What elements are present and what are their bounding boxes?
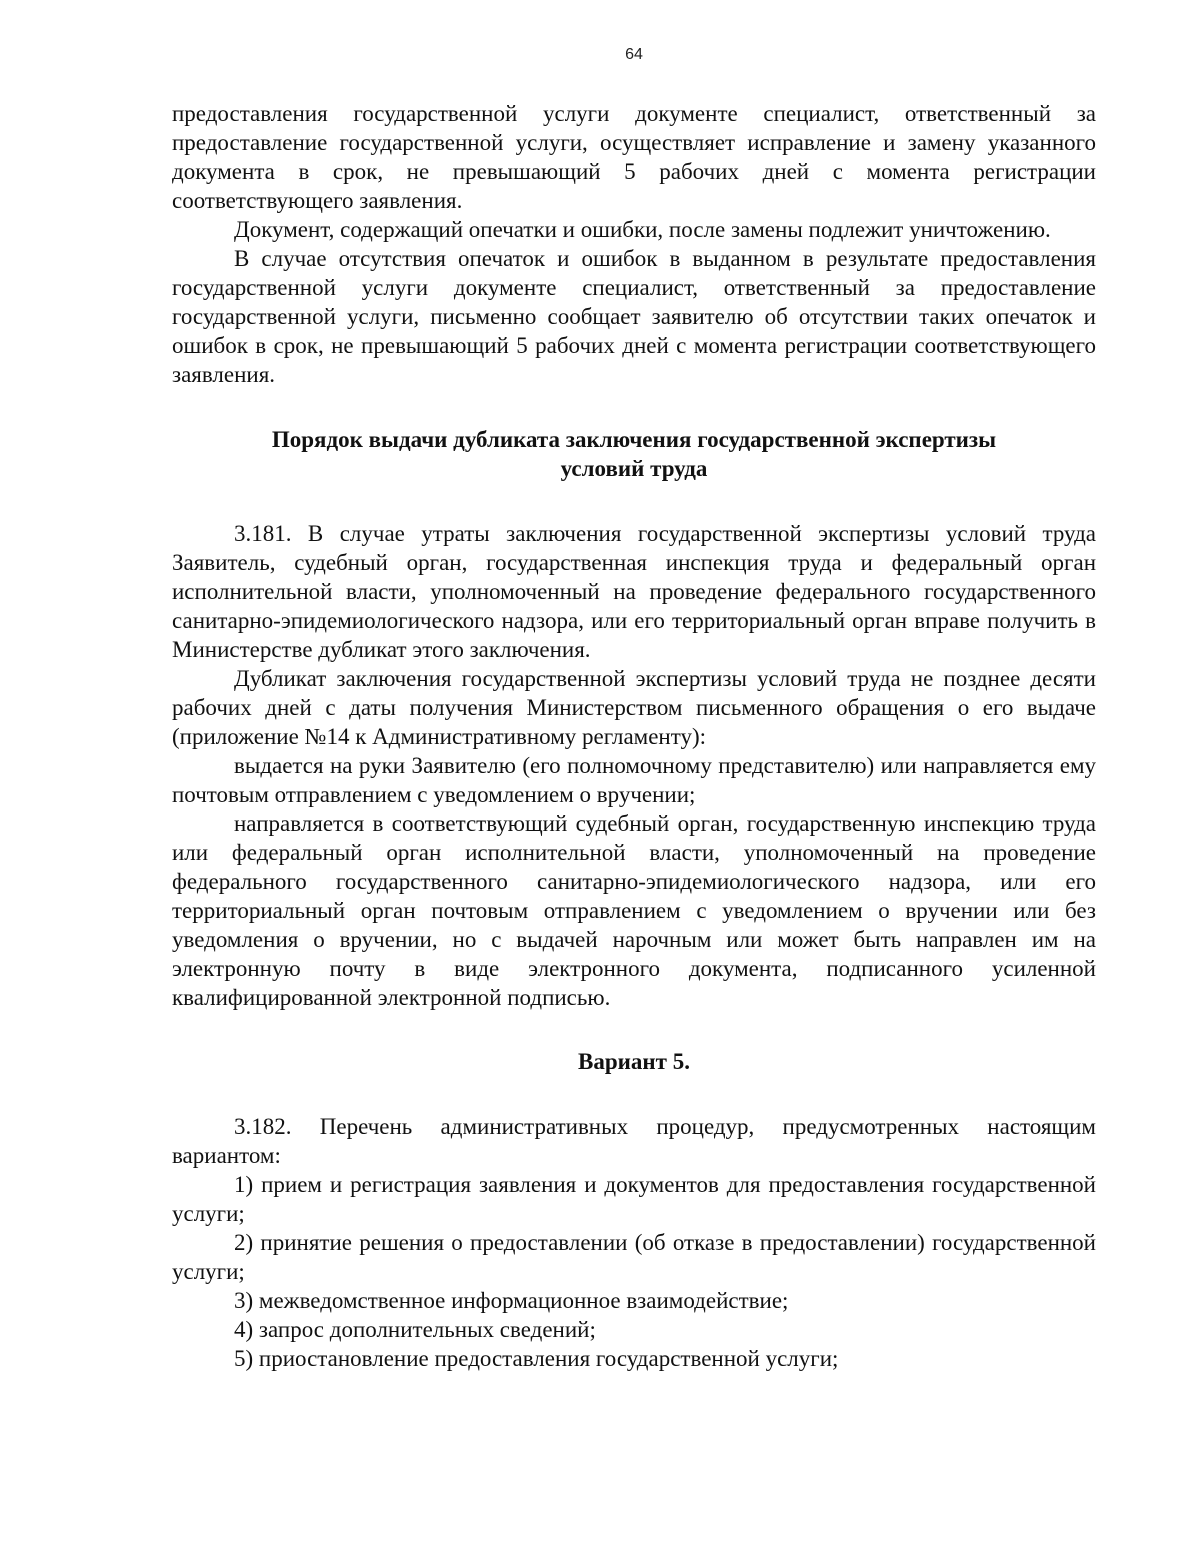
variant-heading: Вариант 5.: [578, 1049, 690, 1074]
paragraph-destruction: Документ, содержащий опечатки и ошибки, после замены подлежит уничтожению.: [234, 217, 1051, 242]
section-heading-duplicate: [172, 425, 1096, 483]
page-number: 64: [625, 46, 643, 63]
paragraph-sent-to-organ: направляется в соответствующий судебный орган, государственную инспекцию труда или федеральный орган исполнительной власти, уполномоченный на проведение федерального государственного санитарно-эпидемиологического надзора, или его территориальный орган почтовым отправлением с уведомлением о вручении или без уведомления о вручении, но с выдачей нарочным или может быть направлен им на электронную почту в виде электронного документа, подписанного усиленной квалифицированной электронной подписью.: [172, 811, 1096, 1010]
paragraph-3-182: 3.182. Перечень административных процедур, предусмотренных настоящим вариантом:: [172, 1114, 1096, 1168]
list-item: 5) приостановление предоставления государственной услуги;: [234, 1346, 839, 1371]
paragraph-no-errors: В случае отсутствия опечаток и ошибок в выданном в результате предоставления государственной услуги документе специалист, ответственный за предоставление государственной услуги, письменно сообщает заявителю об отсутствии таких опечаток и ошибок в срок, не превышающий 5 рабочих дней с момента регистрации соответствующего заявления.: [172, 246, 1096, 387]
section-heading-duplicate-line2: условий труда: [560, 456, 708, 481]
paragraph-3-181: 3.181. В случае утраты заключения государственной экспертизы условий труда Заявитель, судебный орган, государственная инспекция труда и федеральный орган исполнительной власти, уполномоченный на проведение федерального государственного санитарно-эпидемиологического надзора, или его территориальный орган вправе получить в Министерстве дубликат этого заключения.: [172, 521, 1096, 662]
paragraph-issued-in-hand: выдается на руки Заявителю (его полномочному представителю) или направляется ему почтовым отправлением с уведомлением о вручении;: [172, 753, 1096, 807]
list-item: 4) запрос дополнительных сведений;: [234, 1317, 596, 1342]
paragraph-duplicate-issue: Дубликат заключения государственной экспертизы условий труда не позднее десяти рабочих дней с даты получения Министерством письменного обращения о его выдаче (приложение №14 к Административному регламенту):: [172, 666, 1096, 749]
list-item: 3) межведомственное информационное взаимодействие;: [234, 1288, 789, 1313]
document-body: [172, 99, 1096, 1373]
list-item: 1) прием и регистрация заявления и документов для предоставления государственной услуги;: [172, 1172, 1096, 1226]
list-item: 2) принятие решения о предоставлении (об отказе в предоставлении) государственной услуги;: [172, 1230, 1096, 1284]
paragraph-continuation: предоставления государственной услуги документе специалист, ответственный за предоставление государственной услуги, осуществляет исправление и замену указанного документа в срок, не превышающий 5 рабочих дней с момента регистрации соответствующего заявления.: [172, 101, 1096, 213]
section-heading-duplicate-line1: Порядок выдачи дубликата заключения государственной экспертизы: [271, 427, 997, 452]
